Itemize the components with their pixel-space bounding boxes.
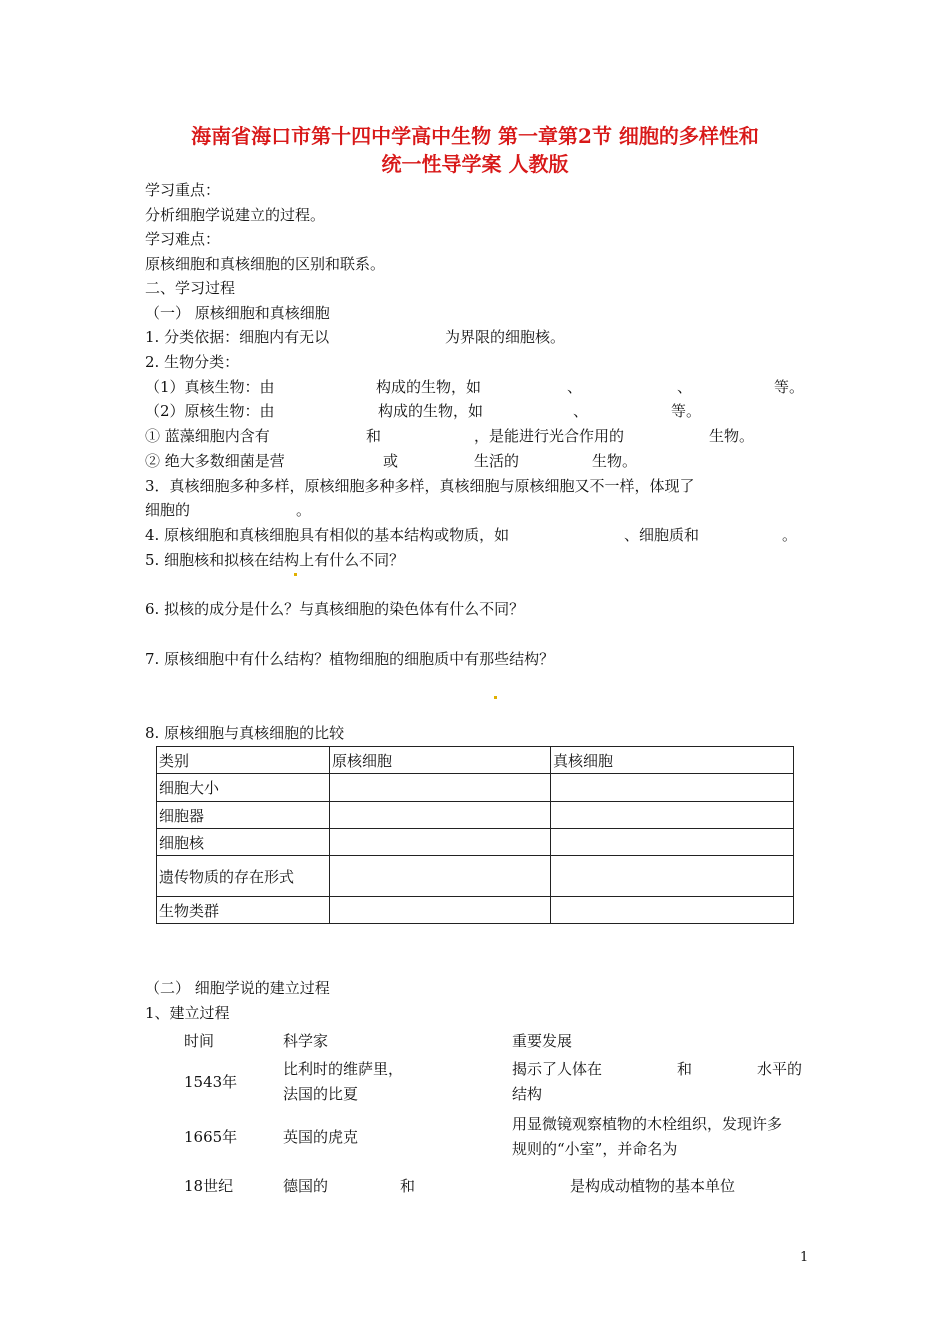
focus-text: 分析细胞学说建立的过程。 [145,206,326,224]
q2-2-c: 、 [573,402,589,420]
q2-1-d: 、 [677,378,693,396]
table-row [157,897,794,924]
q1-text-b: 为界限的细胞核。 [445,328,566,346]
c1-a: ① 蓝藻细胞内含有 [145,427,270,445]
timeline-scientist: 法国的比夏 [283,1085,359,1103]
focus-label: 学习重点： [145,181,221,199]
q3-end: 。 [296,501,312,519]
timeline-development: 揭示了人体在 [512,1060,603,1078]
q2-2-b: 构成的生物，如 [378,402,484,420]
q4-a: 4. 原核细胞和真核细胞具有相似的基本结构或物质，如 [145,526,510,544]
table-row-label: 遗传物质的存在形式 [157,856,330,897]
table-cell-empty [551,897,794,924]
table-cell-empty [330,856,551,897]
c1-c: ，是能进行光合作用的 [474,427,625,445]
timeline-time: 18世纪 [184,1177,234,1195]
c2-a: ② 绝大多数细菌是营 [145,452,285,470]
process-heading: 二、学习过程 [145,279,236,297]
table-cell-empty [551,802,794,829]
q8-text: 8. 原核细胞与真核细胞的比较 [145,724,345,742]
q4-b: 、细胞质和 [624,526,700,544]
timeline-scientist: 比利时的维萨里， [283,1060,404,1078]
q1-text-a: 1. 分类依据：细胞内有无以 [145,328,330,346]
table-header-cell: 真核细胞 [551,747,794,774]
timeline-development: 结构 [512,1085,543,1103]
c2-b: 或 [383,452,399,470]
difficulty-text: 原核细胞和真核细胞的区别和联系。 [145,255,386,273]
q2-text: 2. 生物分类： [145,353,240,371]
c2-d: 生物。 [592,452,638,470]
table-cell-empty [551,856,794,897]
col-development-header: 重要发展 [512,1032,573,1050]
col-scientist-header: 科学家 [283,1032,329,1050]
timeline-scientist: 英国的虎克 [283,1128,359,1146]
c1-b: 和 [366,427,382,445]
table-row [157,774,794,802]
q3-line2: 细胞的 [145,501,191,519]
timeline-time: 1665年 [184,1128,238,1146]
comparison-table [156,746,794,924]
table-row [157,829,794,856]
q7-text: 7. 原核细胞中有什么结构？植物细胞的细胞质中有那些结构？ [145,650,555,668]
timeline-scientist: 和 [400,1177,416,1195]
table-header-row [157,747,794,774]
col-time-header: 时间 [184,1032,215,1050]
timeline-time: 1543年 [184,1073,238,1091]
part1-heading: （一） 原核细胞和真核细胞 [145,304,330,322]
table-header-cell: 类别 [157,747,330,774]
q2-1-a: （1）真核生物：由 [145,378,275,396]
q2-1-c: 、 [567,378,583,396]
marker-dot [294,573,297,576]
table-row-label: 细胞器 [157,802,330,829]
table-row-label: 细胞大小 [157,774,330,802]
timeline-development: 规则的“小室”，并命名为 [512,1140,678,1158]
table-cell-empty [330,802,551,829]
q3-line1: 3．真核细胞多种多样，原核细胞多种多样，真核细胞与原核细胞又不一样，体现了 [145,477,695,495]
table-row-label: 生物类群 [157,897,330,924]
timeline-scientist: 德国的 [283,1177,329,1195]
q2-2-d: 等。 [671,402,702,420]
c2-c: 生活的 [474,452,520,470]
marker-dot [494,696,497,699]
part2-subheading: 1、建立过程 [145,1004,230,1022]
q2-1-e: 等。 [774,378,805,396]
q2-2-a: （2）原核生物：由 [145,402,275,420]
q4-c: 。 [782,526,798,544]
difficulty-label: 学习难点： [145,230,221,248]
doc-title-line2: 统一性导学案 人教版 [381,152,569,176]
page-number: 1 [800,1250,809,1265]
table-row [157,802,794,829]
timeline-development: 是构成动植物的基本单位 [570,1177,736,1195]
table-cell-empty [551,774,794,802]
table-cell-empty [330,897,551,924]
table-row [157,856,794,897]
timeline-development: 和 [677,1060,693,1078]
table-cell-empty [551,829,794,856]
q6-text: 6. 拟核的成分是什么？与真核细胞的染色体有什么不同？ [145,600,525,618]
doc-title-line1: 海南省海口市第十四中学高中生物 第一章第2节 细胞的多样性和 [191,124,759,148]
q5-text: 5. 细胞核和拟核在结构上有什么不同？ [145,551,405,569]
part2-heading: （二） 细胞学说的建立过程 [145,979,330,997]
table-cell-empty [330,829,551,856]
c1-d: 生物。 [709,427,755,445]
table-header-cell: 原核细胞 [330,747,551,774]
q2-1-b: 构成的生物，如 [376,378,482,396]
timeline-development: 用显微镜观察植物的木栓组织，发现许多 [512,1115,783,1133]
table-row-label: 细胞核 [157,829,330,856]
table-cell-empty [330,774,551,802]
timeline-development: 水平的 [757,1060,803,1078]
